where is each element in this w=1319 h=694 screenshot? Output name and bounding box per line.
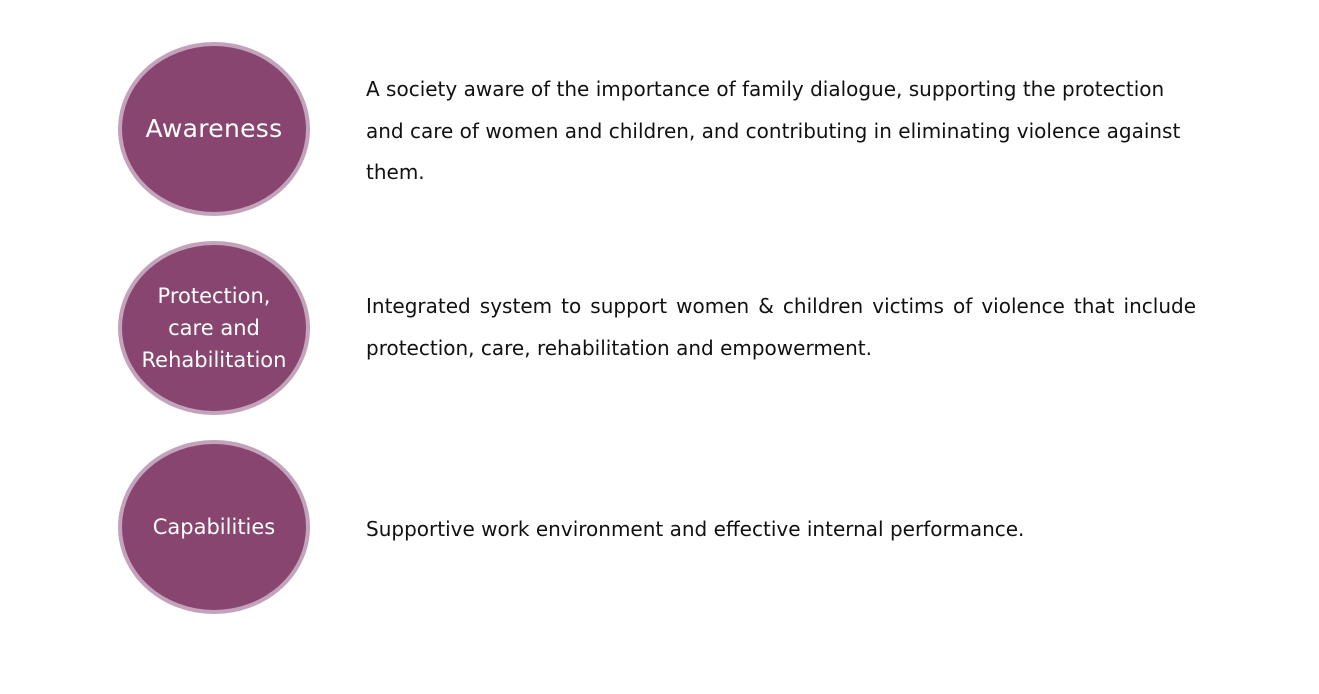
awareness-label: Awareness <box>145 114 283 143</box>
awareness-description: A society aware of the importance of family dialogue, supporting the protection and care of women and children, and contributing in eliminating violence against them. <box>366 77 1181 184</box>
capabilities-circle <box>118 440 310 614</box>
protection-care-rehabilitation-description: Integrated system to support women & children victims of violence that include protection, care, rehabilitation and empowerment. <box>366 294 1196 360</box>
awareness-circle <box>118 42 310 216</box>
capabilities-description: Supportive work environment and effective internal performance. <box>366 517 1025 541</box>
protection-care-rehabilitation-circle <box>118 241 310 415</box>
capabilities-label: Capabilities <box>152 515 276 539</box>
protection-care-rehabilitation-label: Protection, care and Rehabilitation <box>141 284 287 372</box>
